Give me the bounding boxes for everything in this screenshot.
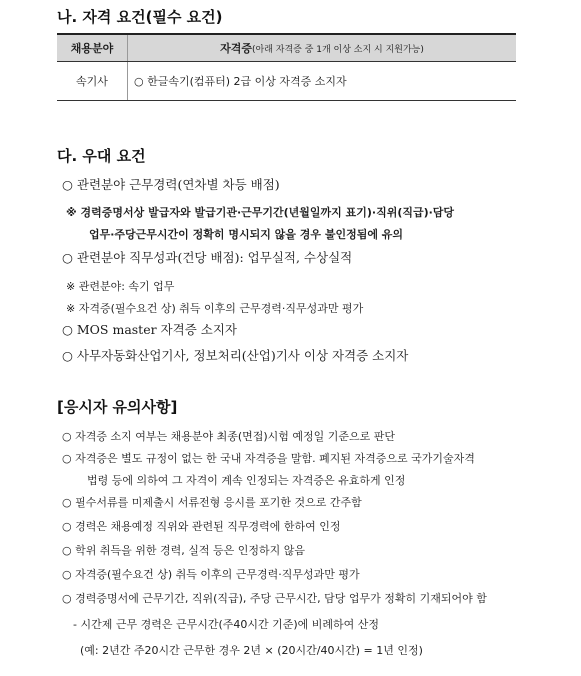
preference-item: ○ 관련분야 직무성과(건당 배점): 업무실적, 수상실적: [62, 250, 353, 265]
preference-item: ○ 사무자동화산업기사, 정보처리(산업)기사 이상 자격증 소지자: [62, 348, 409, 363]
notes-title: [응시자 유의사항]: [57, 398, 178, 416]
notes-item: ○ 자격증 소지 여부는 채용분야 최종(면접)시험 예정일 기준으로 판단: [62, 430, 396, 443]
table-header-qualification-note: (아래 자격증 중 1개 이상 소지 시 지원가능): [252, 45, 424, 55]
preference-note: ※ 자격증(필수요건 상) 취득 이후의 근무경력·직무성과만 평가: [66, 302, 364, 315]
table-header-field: 채용분야: [57, 34, 128, 62]
notes-item: ○ 자격증(필수요건 상) 취득 이후의 근무경력·직무성과만 평가: [62, 568, 360, 581]
preference-item: ○ MOS master 자격증 소지자: [62, 322, 237, 337]
notes-subitem: - 시간제 근무 경력은 근무시간(주40시간 기준)에 비례하여 산정: [73, 618, 380, 631]
table-header-qualification-main: 자격증: [220, 42, 252, 55]
notes-item: ○ 경력증명서에 근무기간, 직위(직급), 주당 근무시간, 담당 업무가 정확히 기재되어야 함: [62, 592, 487, 605]
section-da-title: 다. 우대 요건: [57, 147, 146, 165]
notes-item: ○ 자격증은 별도 규정이 없는 한 국내 자격증을 말함. 폐지된 자격증으로 국가기술자격: [62, 452, 475, 465]
table-cell-field: 속기사: [57, 62, 128, 101]
table-row: [57, 62, 516, 101]
qualification-table: [57, 33, 516, 101]
preference-item: ○ 관련분야 근무경력(연차별 차등 배점): [62, 177, 280, 192]
notes-item-continued: 법령 등에 의하여 그 자격이 계속 인정되는 자격증은 유효하게 인정: [87, 474, 406, 487]
notes-item: ○ 학위 취득을 위한 경력, 실적 등은 인정하지 않음: [62, 544, 305, 557]
notes-item: ○ 경력은 채용예정 직위와 관련된 직무경력에 한하여 인정: [62, 520, 341, 533]
section-na-title: 나. 자격 요건(필수 요건): [57, 8, 223, 26]
preference-note: ※ 관련분야: 속기 업무: [66, 280, 175, 293]
notes-item: ○ 필수서류를 미제출시 서류전형 응시를 포기한 것으로 간주함: [62, 496, 362, 509]
table-cell-qualification: ○ 한글속기(컴퓨터) 2급 이상 자격증 소지자: [128, 62, 517, 101]
notes-example: (예: 2년간 주20시간 근무한 경우 2년 × (20시간/40시간) = 1년 인정): [80, 644, 423, 657]
table-header-qualification: [128, 34, 517, 62]
preference-note: ※ 경력증명서상 발급자와 발급기관·근무기간(년월일까지 표기)·직위(직급)·담당: [66, 206, 455, 219]
preference-note-continued: 업무·주당근무시간이 정확히 명시되지 않을 경우 불인정됨에 유의: [89, 228, 404, 241]
